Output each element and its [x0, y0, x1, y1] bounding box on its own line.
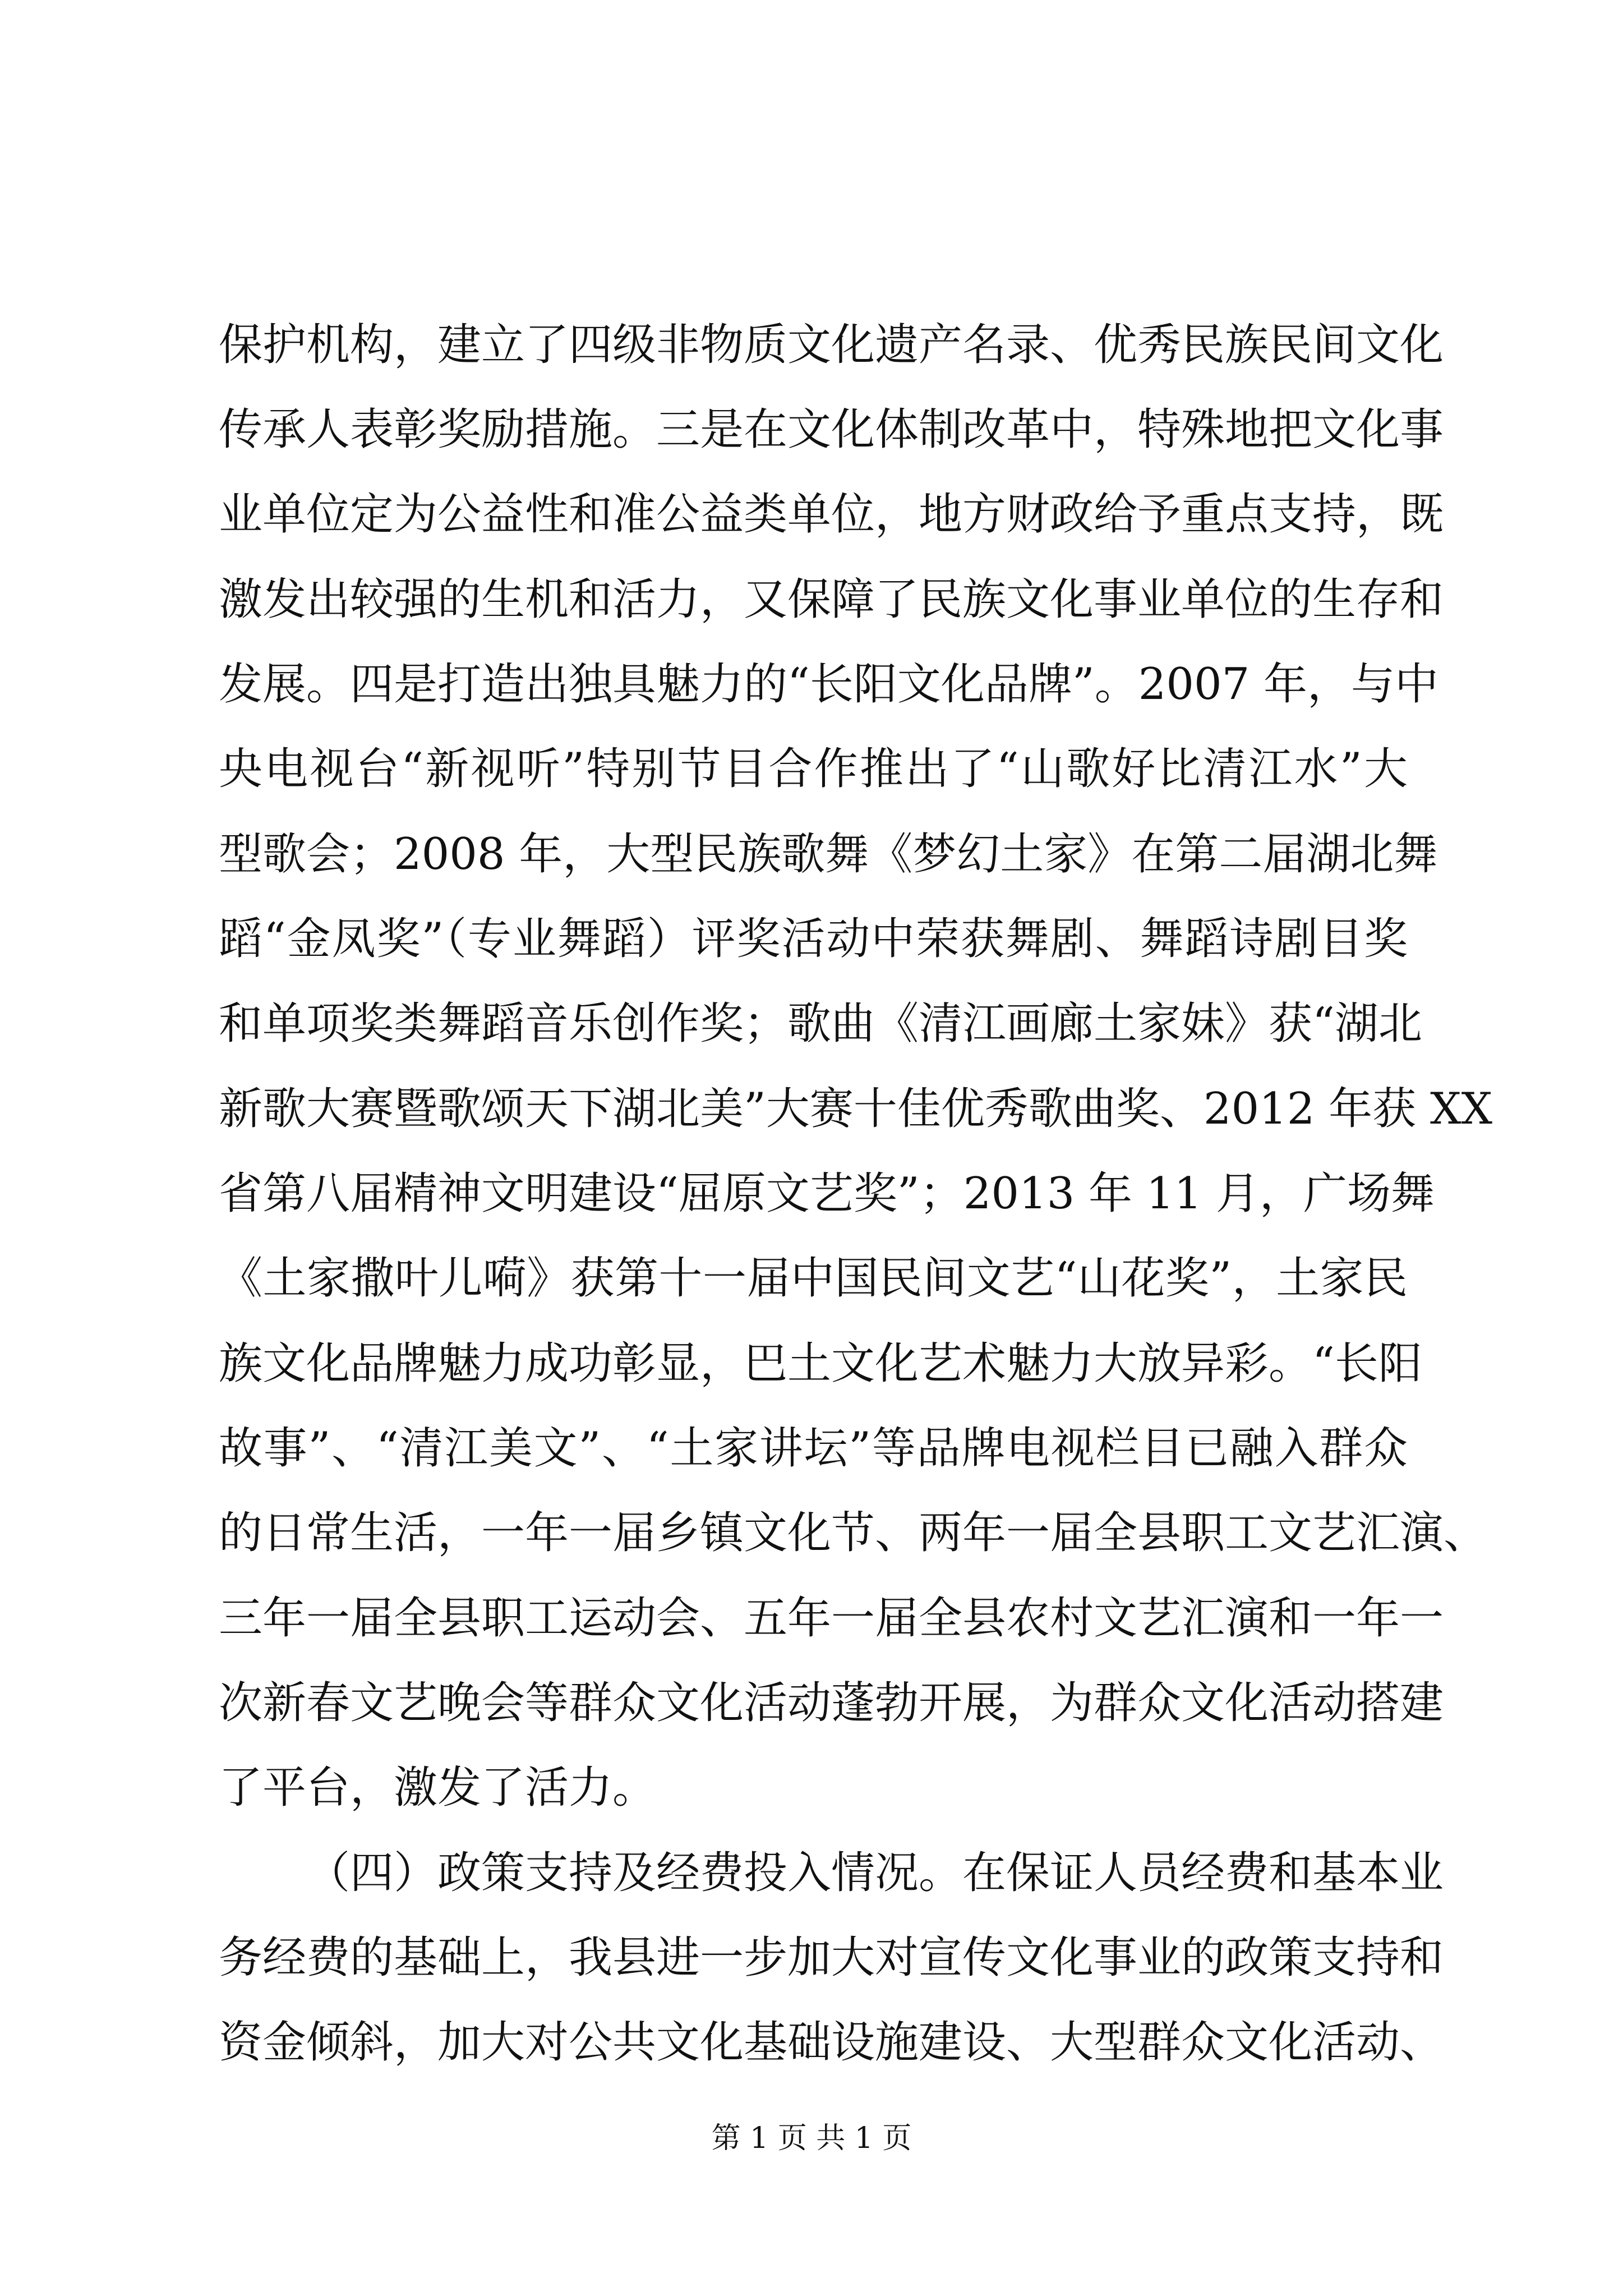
- paragraph-line: 省第八届精神文明建设“屈原文艺奖”；2013 年 11 月，广场舞: [219, 1168, 1435, 1219]
- paragraph-line: 央电视台“新视听”特别节目合作推出了“山歌好比清江水”大: [219, 744, 1408, 794]
- paragraph-line: 了平台，激发了活力。: [219, 1763, 657, 1813]
- paragraph-line: 型歌会；2008 年，大型民族歌舞《梦幻土家》在第二届湖北舞: [219, 829, 1438, 880]
- paragraph-line: 务经费的基础上，我县进一步加大对宣传文化事业的政策支持和: [219, 1932, 1444, 1983]
- paragraph-line: 激发出较强的生机和活力，又保障了民族文化事业单位的生存和: [219, 574, 1444, 625]
- paragraph-line: 发展。四是打造出独具魅力的“长阳文化品牌”。2007 年，与中: [219, 659, 1439, 710]
- page-footer: 第 1 页 共 1 页: [711, 2122, 912, 2155]
- paragraph-line: 三年一届全县职工运动会、五年一届全县农村文艺汇演和一年一: [219, 1593, 1444, 1644]
- paragraph-line: （四）政策支持及经费投入情况。在保证人员经费和基本业: [306, 1848, 1444, 1898]
- paragraph-line: 《土家撒叶儿嗬》获第十一届中国民间文艺“山花奖”，土家民: [219, 1253, 1408, 1304]
- paragraph-line: 蹈“金凤奖”（专业舞蹈）评奖活动中荣获舞剧、舞蹈诗剧目奖: [219, 914, 1408, 964]
- paragraph-line: 次新春文艺晚会等群众文化活动蓬勃开展，为群众文化活动搭建: [219, 1678, 1444, 1728]
- paragraph-line: 的日常生活，一年一届乡镇文化节、两年一届全县职工文艺汇演、: [219, 1508, 1488, 1558]
- paragraph-line: 和单项奖类舞蹈音乐创作奖；歌曲《清江画廊土家妹》获“湖北: [219, 999, 1422, 1049]
- paragraph-line: 业单位定为公益性和准公益类单位，地方财政给予重点支持，既: [219, 489, 1444, 540]
- paragraph-line: 新歌大赛暨歌颂天下湖北美”大赛十佳优秀歌曲奖、2012 年获 XX: [219, 1084, 1493, 1134]
- paragraph-line: 族文化品牌魅力成功彰显，巴土文化艺术魅力大放异彩。“长阳: [219, 1338, 1422, 1389]
- paragraph-line: 传承人表彰奖励措施。三是在文化体制改革中，特殊地把文化事: [219, 404, 1444, 455]
- paragraph-line: 故事”、“清江美文”、“土家讲坛”等品牌电视栏目已融入群众: [219, 1423, 1408, 1474]
- paragraph-line: 保护机构，建立了四级非物质文化遗产名录、优秀民族民间文化: [219, 320, 1444, 370]
- paragraph-line: 资金倾斜，加大对公共文化基础设施建设、大型群众文化活动、: [219, 2017, 1444, 2068]
